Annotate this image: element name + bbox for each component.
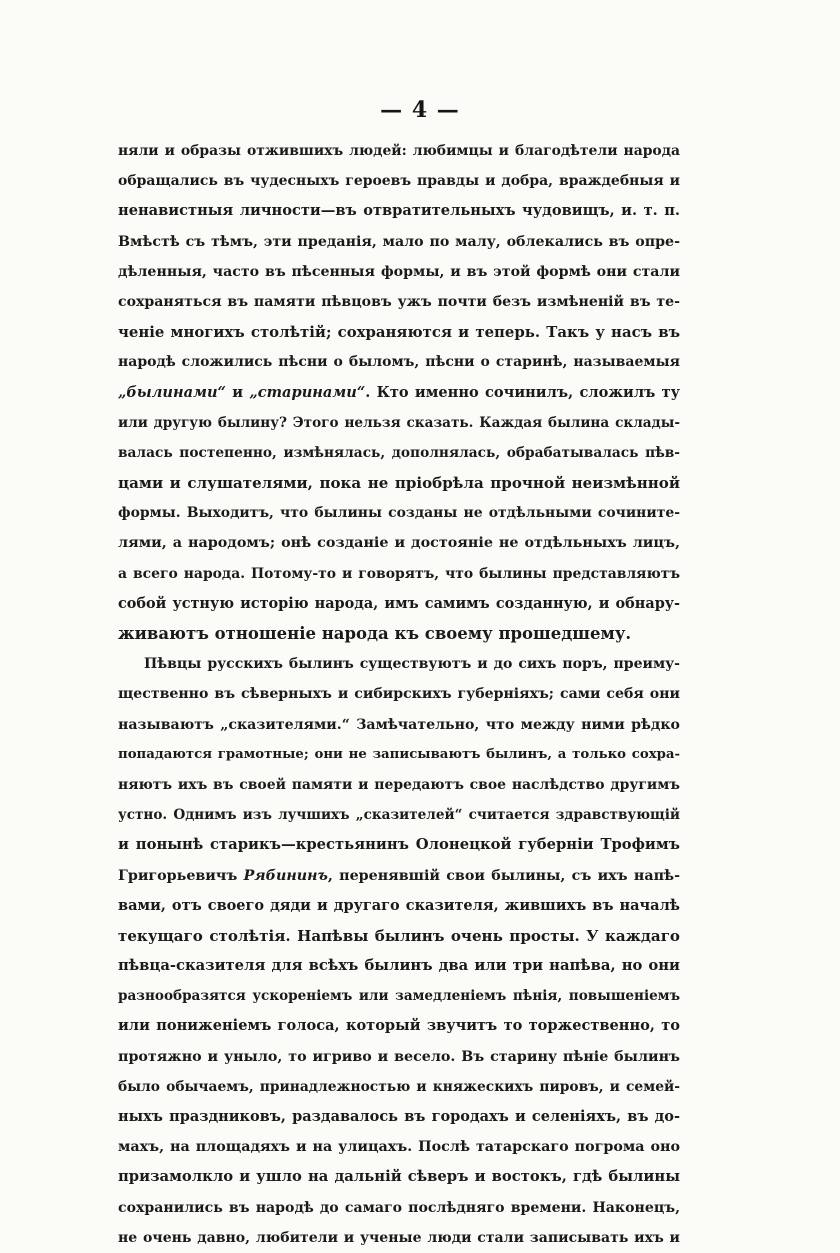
text-line: ненавистныя личности—въ отвратительныхъ чудовищъ, и. т. п. xyxy=(118,202,680,220)
line-rest: , перенявшій свои былины, съ ихъ напѣ- xyxy=(327,867,680,884)
text-line: щественно въ сѣверныхъ и сибирскихъ губерніяхъ; сами себя они xyxy=(118,686,680,703)
text-line: попадаются грамотные; они не записываютъ былинъ, а только сохра- xyxy=(118,746,680,762)
term-bylinami: „былинами“ xyxy=(118,383,226,401)
text-line: формы. Выходитъ, что былины созданы не отдѣльными сочините- xyxy=(118,505,680,522)
text-line: сохраняться въ памяти пѣвцовъ ужъ почти безъ измѣненій въ те- xyxy=(118,293,680,310)
text-line: и понынѣ старикъ—крестьянинъ Олонецкой губерніи Трофимъ xyxy=(118,836,680,854)
line-rest: . Кто именно сочинилъ, сложилъ ту xyxy=(365,383,680,401)
term-starinami: „старинами“ xyxy=(249,383,366,401)
text-line: лями, а народомъ; онѣ созданіе и достояніе не отдѣльныхъ лицъ, xyxy=(118,535,680,552)
text-line: призамолкло и ушло на дальній сѣверъ и востокъ, гдѣ былины xyxy=(118,1168,680,1186)
text-line: не очень давно, любители и ученые люди стали записывать ихъ и xyxy=(118,1229,680,1246)
text-line: устно. Однимъ изъ лучшихъ „сказителей“ считается здравствующій xyxy=(118,807,680,824)
paragraph-2 xyxy=(118,649,680,1253)
text-line-with-terms xyxy=(118,378,680,408)
text-line: цами и слушателями, пока не пріобрѣла прочной неизмѣнной xyxy=(118,474,680,493)
text-line: ныхъ праздниковъ, раздавалось въ городахъ и селеніяхъ, въ до- xyxy=(118,1108,680,1125)
text-line: ченіе многихъ столѣтій; сохраняются и теперь. Такъ у насъ въ xyxy=(118,323,680,342)
paragraph-1 xyxy=(118,136,680,649)
text-line: махъ, на площадяхъ и на улицахъ. Послѣ татарскаго погрома оно xyxy=(118,1139,680,1156)
text-line: собой устную исторію народа, имъ самимъ созданную, и обнару- xyxy=(118,594,680,612)
page-number: — 4 — xyxy=(380,97,460,123)
text-line: или другую былину? Этого нельзя сказать. Каждая былина склады- xyxy=(118,414,680,431)
connector-text: и xyxy=(225,383,250,401)
text-line: живаютъ отношеніе народа къ своему прошедшему. xyxy=(118,624,632,643)
text-line: Пѣвцы русскихъ былинъ существуютъ и до сихъ поръ, преиму- xyxy=(144,656,680,673)
text-line: валась постепенно, измѣнялась, дополнялась, обрабатывалась пѣв- xyxy=(118,444,680,461)
person-name: Рябининъ xyxy=(243,867,328,884)
text-line: народѣ сложились пѣсни о быломъ, пѣсни о старинѣ, называемыя xyxy=(118,354,680,371)
text-line: текущаго столѣтія. Напѣвы былинъ очень просты. У каждаго xyxy=(118,926,680,945)
text-line: няютъ ихъ въ своей памяти и передаютъ свое наслѣдство другимъ xyxy=(118,776,680,793)
text-line: или пониженіемъ голоса, который звучитъ то торжественно, то xyxy=(118,1017,680,1035)
line-start: Григорьевичъ xyxy=(118,867,244,884)
text-line: пѣвца-сказителя для всѣхъ былинъ два или три напѣва, но они xyxy=(118,957,680,975)
text-line: вами, отъ своего дяди и другаго сказителя, жившихъ въ началѣ xyxy=(118,896,680,914)
text-line: Вмѣстѣ съ тѣмъ, эти преданія, мало по малу, облекались въ опре- xyxy=(118,233,680,250)
text-line: няли и образы отжившихъ людей: любимцы и благодѣтели народа xyxy=(118,143,680,159)
text-line: дѣленныя, часто въ пѣсенныя формы, и въ этой формѣ они стали xyxy=(118,263,680,280)
text-line: называютъ „сказителями.“ Замѣчательно, что между ними рѣдко xyxy=(118,716,680,733)
text-line: сохранились въ народѣ до самаго послѣдняго времени. Наконецъ, xyxy=(118,1199,680,1216)
text-line: обращались въ чудесныхъ героевъ правды и добра, враждебныя и xyxy=(118,173,680,190)
text-line: было обычаемъ, принадлежностью и княжескихъ пировъ, и семей- xyxy=(118,1078,680,1095)
text-line: разнообразятся ускореніемъ или замедленіемъ пѣнія, повышеніемъ xyxy=(118,988,680,1005)
text-line: протяжно и уныло, то игриво и весело. Въ старину пѣніе былинъ xyxy=(118,1048,680,1065)
text-line-with-name xyxy=(118,861,680,891)
body-text xyxy=(118,136,680,1253)
text-line: а всего народа. Потому-то и говорятъ, что былины представляютъ xyxy=(118,565,680,582)
